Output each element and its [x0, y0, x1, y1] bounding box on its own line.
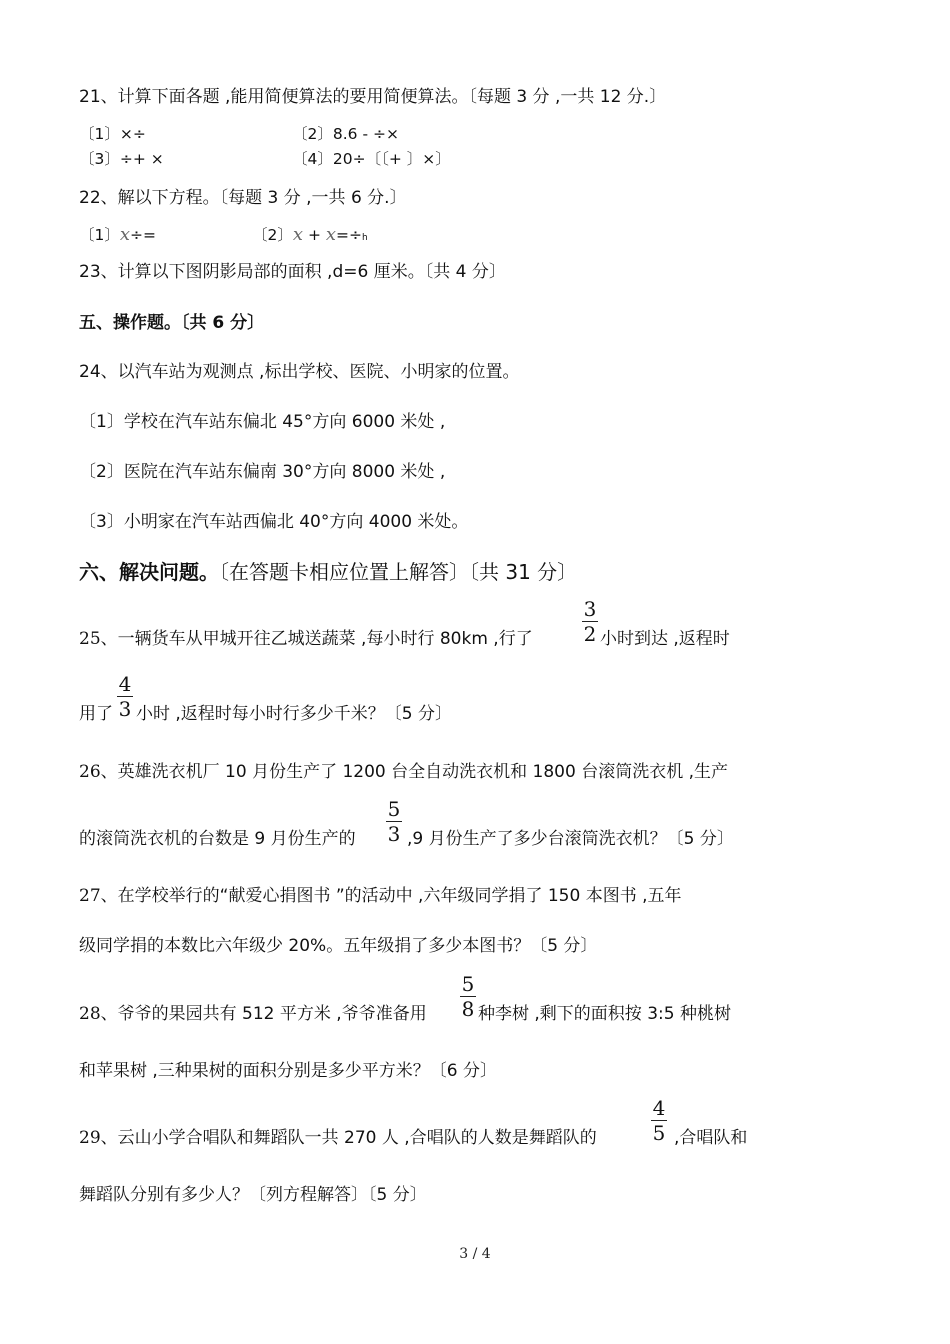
q26-line1: 26、英雄洗衣机厂 10 月份生产了 1200 台全自动洗衣机和 1800 台滚筒洗衣机 ,生产 [79, 762, 729, 782]
q21-part2: 〔2〕8.6 - ÷× [292, 125, 399, 143]
q25-fraction-2: 4 3 [118, 672, 132, 721]
q25-line2-start: 用了 [79, 704, 113, 724]
q28-line2: 和苹果树 ,三种果树的面积分别是多少平方米？〔6 分〕 [79, 1061, 498, 1081]
page-number: 3 / 4 [459, 1246, 491, 1262]
q29-fraction: 4 5 [652, 1096, 666, 1145]
q24-part3: 〔3〕小明家在汽车站西偏北 40°方向 4000 米处。 [79, 512, 469, 532]
q26-fraction: 5 3 [387, 797, 401, 846]
q21-part3: 〔3〕÷+ × [79, 150, 164, 168]
q23-title: 23、计算以下图阴影局部的面积 ,d=6 厘米。〔共 4 分〕 [79, 262, 506, 282]
q21-part1: 〔1〕×÷ [79, 125, 146, 143]
section5-heading: 五、操作题。〔共 6 分〕 [79, 313, 265, 333]
variable-x: x [292, 224, 304, 245]
q29-line1-start: 29、云山小学合唱队和舞蹈队一共 270 人 ,合唱队的人数是舞蹈队的 [79, 1128, 597, 1148]
q22-part1: 〔1〕x÷= [79, 224, 157, 245]
variable-x: x [325, 224, 337, 245]
section6-heading: 六、解决问题。〔在答题卡相应位置上解答〕〔共 31 分〕 [79, 560, 578, 584]
q27-line1: 27、在学校举行的“献爱心捐图书 ”的活动中 ,六年级同学捐了 150 本图书 ,五年 [79, 886, 682, 906]
q21-part4: 〔4〕20÷〔〔+ 〕×〕 [292, 150, 451, 168]
q28-fraction: 5 8 [461, 972, 475, 1021]
q25-fraction-1: 3 2 [583, 597, 597, 646]
q24-part1: 〔1〕学校在汽车站东偏北 45°方向 6000 米处 , [79, 412, 446, 432]
q28-line1-start: 28、爷爷的果园共有 512 平方米 ,爷爷准备用 [79, 1004, 427, 1024]
q25-line2-end: 小时 ,返程时每小时行多少千米？〔5 分〕 [136, 704, 453, 724]
q26-line2-start: 的滚筒洗衣机的台数是 9 月份生产的 [79, 829, 356, 849]
q22-part2: 〔2〕x + x=÷h [252, 224, 368, 245]
q25-line1-end: 小时到达 ,返程时 [600, 629, 730, 649]
q25-line1: 25、一辆货车从甲城开往乙城送蔬菜 ,每小时行 80km ,行了 [79, 629, 533, 649]
q29-line1-end: ,合唱队和 [674, 1128, 748, 1148]
q26-line2-end: ,9 月份生产了多少台滚筒洗衣机？〔5 分〕 [407, 829, 734, 849]
variable-x: x [119, 224, 131, 245]
q28-line1-end: 种李树 ,剩下的面积按 3:5 种桃树 [478, 1004, 731, 1024]
q22-title: 22、解以下方程。〔每题 3 分 ,一共 6 分.〕 [79, 188, 407, 208]
q29-line2: 舞蹈队分别有多少人？〔列方程解答〕〔5 分〕 [79, 1185, 427, 1205]
q24-title: 24、以汽车站为观测点 ,标出学校、医院、小明家的位置。 [79, 362, 520, 382]
q21-title: 21、计算下面各题 ,能用简便算法的要用简便算法。〔每题 3 分 ,一共 12 分.〕 [79, 87, 667, 107]
q27-line2: 级同学捐的本数比六年级少 20%。五年级捐了多少本图书？〔5 分〕 [79, 936, 598, 956]
q24-part2: 〔2〕医院在汽车站东偏南 30°方向 8000 米处 , [79, 462, 446, 482]
